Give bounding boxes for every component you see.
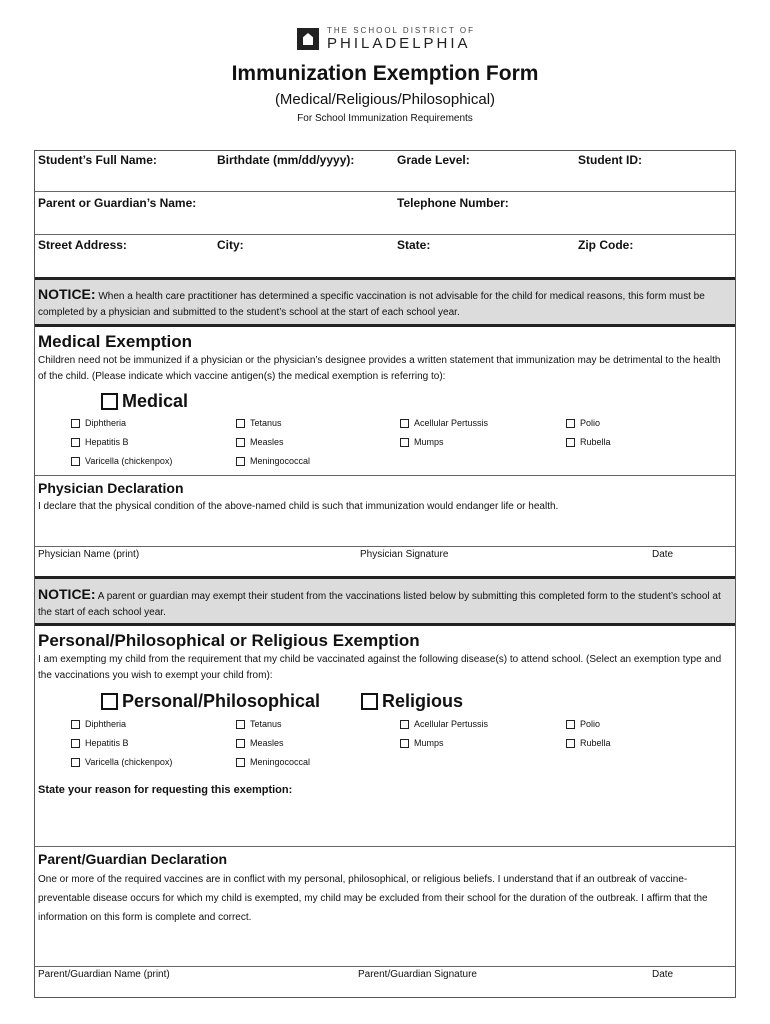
personal-meningococcal-checkbox[interactable] — [236, 757, 310, 767]
medical-varicella-checkbox[interactable] — [71, 456, 172, 466]
medical-measles-checkbox[interactable] — [236, 437, 284, 447]
district-top-text: THE SCHOOL DISTRICT OF — [327, 26, 476, 35]
medical-meningococcal-checkbox[interactable] — [236, 456, 310, 466]
divider — [35, 234, 735, 235]
checkbox-label: Tetanus — [250, 418, 282, 428]
checkbox-label: Rubella — [580, 738, 611, 748]
guardian-signature-label: Parent/Guardian Signature — [358, 969, 477, 980]
checkbox-icon — [236, 438, 245, 447]
checkbox-icon — [236, 419, 245, 428]
divider — [35, 846, 735, 847]
guardian-text: One or more of the required vaccines are in conflict with my personal, philosophical, or religious beliefs. I understand that if an outbreak of vaccine-preventable disease occurs for which my child is exempted, my child may be excluded from their school for the duration of the outbreak. I affirm that the information on this form is complete and correct. — [38, 874, 708, 923]
checkbox-label: Varicella (chickenpox) — [85, 757, 173, 767]
checkbox-label: Meningococcal — [250, 757, 311, 767]
personal-rubella-checkbox[interactable] — [566, 738, 611, 748]
notice-body: A parent or guardian may exempt their student from the vaccinations listed below by submitting this completed form to the student’s school at the start of each school year. — [38, 591, 721, 618]
personal-pertussis-checkbox[interactable] — [400, 719, 488, 729]
philosophical-checkbox[interactable] — [101, 691, 320, 712]
form-title: Immunization Exemption Form — [231, 62, 539, 85]
checkbox-label: Diphtheria — [85, 418, 127, 428]
thick-divider — [35, 324, 735, 327]
personal-varicella-checkbox[interactable] — [71, 757, 172, 767]
medical-text: Children need not be immunized if a physician or the physician’s designee provides a written statement that immunization may be detrimental to the health of the child. (Please indicate which vaccine antigen(s) the medical exemption is referring to): — [38, 355, 721, 382]
medical-heading: Medical Exemption — [38, 332, 192, 351]
personal-measles-checkbox[interactable] — [236, 738, 284, 748]
physician-signature-label: Physician Signature — [360, 549, 449, 560]
birthdate-label: Birthdate (mm/dd/yyyy): — [217, 153, 355, 167]
district-name: PHILADELPHIA — [327, 35, 471, 52]
medical-checkbox[interactable] — [101, 391, 188, 412]
guardian-heading: Parent/Guardian Declaration — [38, 851, 228, 867]
religious-checkbox[interactable] — [361, 691, 463, 712]
medical-polio-checkbox[interactable] — [566, 418, 600, 428]
checkbox-icon — [71, 457, 80, 466]
reason-label: State your reason for requesting this exemption: — [38, 784, 293, 796]
checkbox-label: Hepatitis B — [85, 437, 129, 447]
medical-tetanus-checkbox[interactable] — [236, 418, 282, 428]
checkbox-label: Mumps — [414, 738, 444, 748]
reason-input-area[interactable] — [36, 800, 732, 844]
personal-diphtheria-checkbox[interactable] — [71, 719, 126, 729]
thick-divider — [35, 623, 735, 626]
checkbox-icon — [566, 438, 575, 447]
form-subsubtitle: For School Immunization Requirements — [297, 113, 473, 124]
personal-text: I am exempting my child from the requirement that my child be vaccinated against the following disease(s) to attend school. (Select an exemption type and the vaccinations you wish to exempt your child from): — [38, 654, 722, 681]
physician-text: I declare that the physical condition of the above-named child is such that immunization would endanger life or health. — [38, 501, 559, 512]
checkbox-icon — [71, 419, 80, 428]
telephone-label: Telephone Number: — [397, 196, 509, 210]
medical-pertussis-checkbox[interactable] — [400, 418, 488, 428]
checkbox-icon — [71, 758, 80, 767]
checkbox-icon — [566, 739, 575, 748]
medical-mumps-checkbox[interactable] — [400, 437, 444, 447]
checkbox-label: Measles — [250, 738, 284, 748]
checkbox-icon — [400, 720, 409, 729]
notice-personal-text — [38, 586, 732, 621]
checkbox-icon — [236, 457, 245, 466]
checkbox-icon — [236, 758, 245, 767]
personal-heading: Personal/Philosophical or Religious Exemption — [38, 631, 420, 650]
checkbox-icon — [71, 438, 80, 447]
religious-checkbox-label: Religious — [382, 691, 464, 711]
medical-checkbox-label: Medical — [122, 391, 189, 411]
zip-label: Zip Code: — [578, 238, 634, 252]
guardian-name-label: Parent or Guardian’s Name: — [38, 196, 197, 210]
medical-hepb-checkbox[interactable] — [71, 437, 129, 447]
checkbox-square-icon — [101, 693, 118, 710]
state-label: State: — [397, 238, 431, 252]
checkbox-square-icon — [101, 393, 118, 410]
checkbox-label: Measles — [250, 437, 284, 447]
notice-heading: NOTICE: — [38, 286, 96, 302]
checkbox-label: Mumps — [414, 437, 444, 447]
checkbox-icon — [236, 720, 245, 729]
physician-signature-line — [35, 546, 735, 547]
personal-hepb-checkbox[interactable] — [71, 738, 129, 748]
notice-heading: NOTICE: — [38, 586, 96, 602]
checkbox-icon — [236, 739, 245, 748]
personal-polio-checkbox[interactable] — [566, 719, 600, 729]
physician-date-label: Date — [652, 549, 674, 560]
guardian-name-label: Parent/Guardian Name (print) — [38, 969, 170, 980]
guardian-date-label: Date — [652, 969, 674, 980]
checkbox-label: Diphtheria — [85, 719, 127, 729]
checkbox-icon — [400, 419, 409, 428]
medical-diphtheria-checkbox[interactable] — [71, 418, 126, 428]
personal-tetanus-checkbox[interactable] — [236, 719, 282, 729]
checkbox-icon — [71, 739, 80, 748]
divider — [35, 475, 735, 476]
city-label: City: — [217, 238, 244, 252]
district-logo — [297, 26, 477, 54]
checkbox-square-icon — [361, 693, 378, 710]
checkbox-label: Hepatitis B — [85, 738, 129, 748]
checkbox-label: Polio — [580, 719, 601, 729]
checkbox-label: Tetanus — [250, 719, 282, 729]
divider — [35, 191, 735, 192]
checkbox-icon — [71, 720, 80, 729]
checkbox-icon — [566, 720, 575, 729]
checkbox-label: Acellular Pertussis — [414, 418, 489, 428]
guardian-signature-line — [35, 966, 735, 967]
notice-body: When a health care practitioner has determined a specific vaccination is not advisable for the child for medical reasons, this form must be completed by a physician and submitted to the student’s school at the start of each school year. — [38, 291, 705, 318]
student-name-label: Student’s Full Name: — [38, 153, 157, 167]
checkbox-label: Rubella — [580, 437, 611, 447]
personal-mumps-checkbox[interactable] — [400, 738, 444, 748]
checkbox-label: Polio — [580, 418, 601, 428]
checkbox-icon — [400, 438, 409, 447]
checkbox-icon — [566, 419, 575, 428]
checkbox-label: Acellular Pertussis — [414, 719, 489, 729]
notice-medical-text — [38, 286, 732, 321]
street-label: Street Address: — [38, 238, 127, 252]
physician-name-label: Physician Name (print) — [38, 549, 140, 560]
checkbox-label: Varicella (chickenpox) — [85, 456, 173, 466]
checkbox-icon — [400, 739, 409, 748]
student-id-label: Student ID: — [578, 153, 642, 167]
philosophical-checkbox-label: Personal/Philosophical — [122, 691, 321, 711]
physician-heading: Physician Declaration — [38, 480, 184, 496]
form-subtitle: (Medical/Religious/Philosophical) — [274, 91, 496, 108]
checkbox-label: Meningococcal — [250, 456, 311, 466]
medical-rubella-checkbox[interactable] — [566, 437, 611, 447]
school-building-icon — [297, 28, 319, 50]
grade-label: Grade Level: — [397, 153, 470, 167]
